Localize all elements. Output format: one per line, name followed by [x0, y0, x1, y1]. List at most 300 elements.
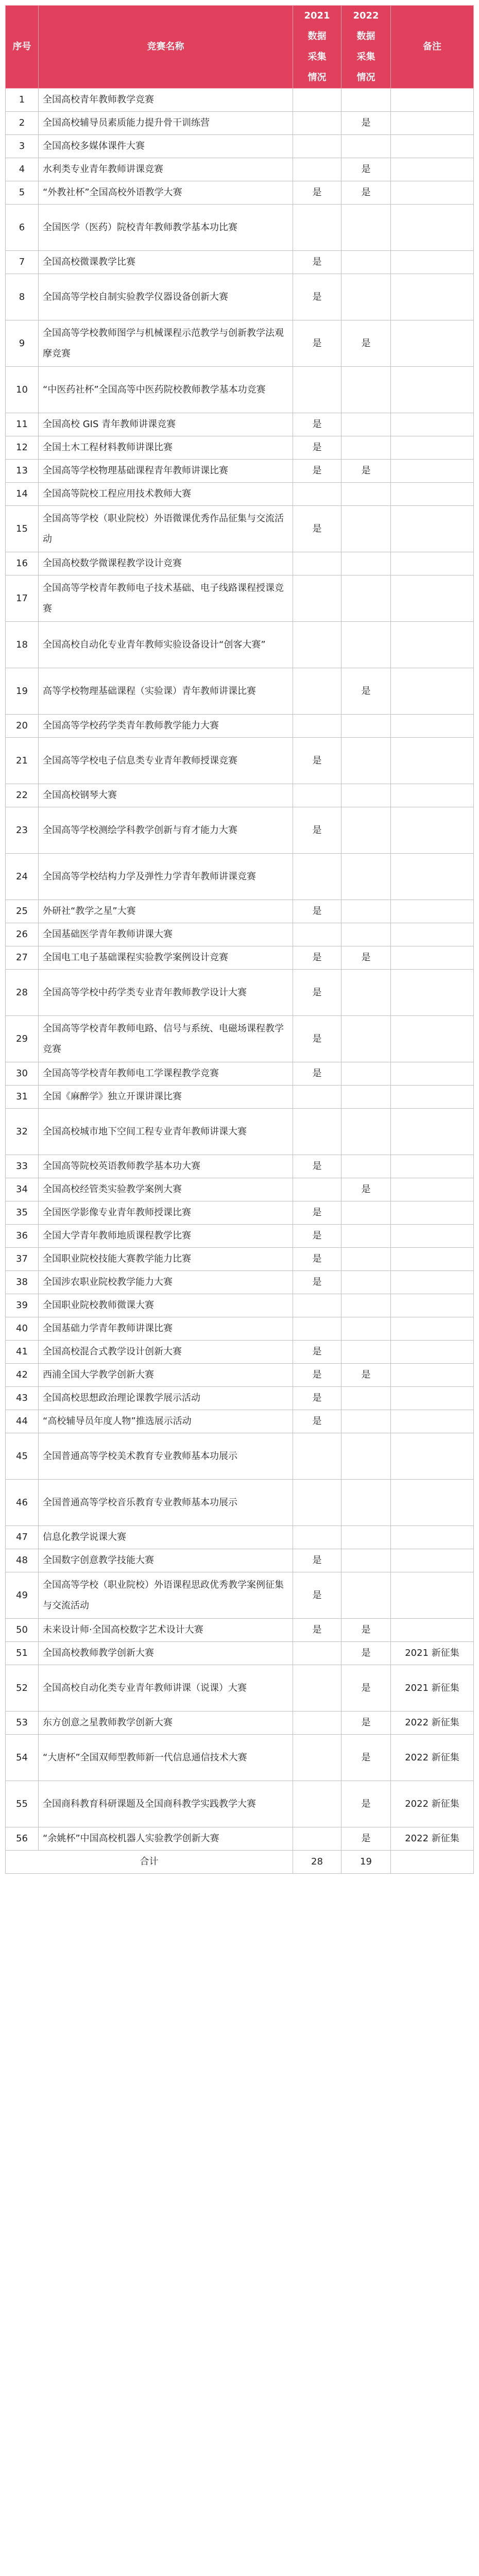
table-row	[6, 1317, 474, 1341]
row-number: 11	[6, 413, 39, 436]
row-note	[391, 367, 474, 413]
collected-2021	[293, 112, 341, 135]
row-number: 9	[6, 320, 39, 367]
competition-name: 全国高等学校结构力学及弹性力学青年教师讲课竞赛	[39, 854, 293, 900]
row-number: 35	[6, 1201, 39, 1225]
collected-2021: 是	[293, 436, 341, 460]
row-number: 50	[6, 1619, 39, 1642]
row-note	[391, 622, 474, 668]
row-note	[391, 1062, 474, 1086]
collected-2021	[293, 89, 341, 112]
collected-2021	[293, 854, 341, 900]
competition-name: 全国商科教育科研课题及全国商科教学实践教学大赛	[39, 1781, 293, 1827]
table-row	[6, 135, 474, 158]
row-number: 12	[6, 436, 39, 460]
row-number: 16	[6, 552, 39, 575]
collected-2022	[341, 1248, 391, 1271]
row-note	[391, 1294, 474, 1317]
table-row	[6, 181, 474, 205]
row-note	[391, 946, 474, 970]
competition-name: 全国高校青年教师教学竞赛	[39, 89, 293, 112]
table-row	[6, 1341, 474, 1364]
table-row	[6, 112, 474, 135]
header-2022-line: 数据	[356, 31, 375, 42]
collected-2022	[341, 506, 391, 552]
collected-2021	[293, 1526, 341, 1549]
collected-2022	[341, 715, 391, 738]
collected-2021: 是	[293, 274, 341, 320]
competition-name: 外研社“教学之星”大赛	[39, 900, 293, 923]
row-number: 56	[6, 1827, 39, 1851]
total-row	[6, 1851, 474, 1874]
row-number: 45	[6, 1433, 39, 1480]
competition-name: 信息化教学说课大赛	[39, 1526, 293, 1549]
collected-2022	[341, 135, 391, 158]
competition-name: 全国数字创意教学技能大赛	[39, 1549, 293, 1572]
competition-name: 全国高校数学微课程教学设计竞赛	[39, 552, 293, 575]
header-2021-line: 2021	[304, 10, 330, 21]
collected-2021	[293, 715, 341, 738]
competition-name: 东方创意之星教师教学创新大赛	[39, 1711, 293, 1735]
table-row	[6, 1062, 474, 1086]
row-number: 43	[6, 1387, 39, 1410]
table-row	[6, 738, 474, 784]
competition-name: 全国《麻醉学》独立开课讲课比赛	[39, 1086, 293, 1109]
collected-2021	[293, 158, 341, 181]
table-row	[6, 413, 474, 436]
row-note	[391, 738, 474, 784]
header-2022-line: 采集	[356, 52, 375, 62]
row-note	[391, 575, 474, 622]
row-number: 48	[6, 1549, 39, 1572]
row-note	[391, 1201, 474, 1225]
collected-2021: 是	[293, 1225, 341, 1248]
table-row	[6, 1827, 474, 1851]
competition-name: “余姚杯”中国高校机器人实验教学创新大赛	[39, 1827, 293, 1851]
collected-2021: 是	[293, 251, 341, 274]
row-number: 29	[6, 1016, 39, 1062]
row-number: 1	[6, 89, 39, 112]
collected-2021	[293, 483, 341, 506]
row-number: 33	[6, 1155, 39, 1178]
row-note	[391, 1526, 474, 1549]
competition-name: 全国高校思想政治理论课教学展示活动	[39, 1387, 293, 1410]
row-note: 2022 新征集	[391, 1827, 474, 1851]
collected-2022	[341, 1549, 391, 1572]
total-label: 合计	[6, 1851, 293, 1874]
collected-2021: 是	[293, 460, 341, 483]
header-2022	[341, 6, 391, 89]
row-note: 2021 新征集	[391, 1665, 474, 1711]
row-note	[391, 1317, 474, 1341]
table-row	[6, 1433, 474, 1480]
row-number: 40	[6, 1317, 39, 1341]
table-row	[6, 1201, 474, 1225]
table-row	[6, 1735, 474, 1781]
competition-name: 全国高等学校（职业院校）外语课程思政优秀教学案例征集与交流活动	[39, 1572, 293, 1619]
competition-name: 全国高校微课教学比赛	[39, 251, 293, 274]
collected-2022	[341, 900, 391, 923]
collected-2022	[341, 1410, 391, 1433]
collected-2021: 是	[293, 738, 341, 784]
collected-2022: 是	[341, 1364, 391, 1387]
collected-2022	[341, 575, 391, 622]
competition-name: 全国高校混合式教学设计创新大赛	[39, 1341, 293, 1364]
competition-name: 全国高校 GIS 青年教师讲课竞赛	[39, 413, 293, 436]
competition-name: 全国职业院校技能大赛教学能力比赛	[39, 1248, 293, 1271]
table-row	[6, 1526, 474, 1549]
table-row	[6, 1225, 474, 1248]
row-number: 28	[6, 970, 39, 1016]
row-number: 54	[6, 1735, 39, 1781]
table-row	[6, 854, 474, 900]
collected-2022: 是	[341, 1827, 391, 1851]
row-number: 20	[6, 715, 39, 738]
collected-2021: 是	[293, 1271, 341, 1294]
row-note: 2022 新征集	[391, 1735, 474, 1781]
competition-name: 全国高等学校青年教师电工学课程教学竞赛	[39, 1062, 293, 1086]
row-note	[391, 1016, 474, 1062]
collected-2022	[341, 1109, 391, 1155]
collected-2021: 是	[293, 320, 341, 367]
row-note	[391, 1178, 474, 1201]
table-row	[6, 506, 474, 552]
header-note: 备注	[391, 6, 474, 89]
table-row	[6, 575, 474, 622]
collected-2021	[293, 1109, 341, 1155]
row-number: 19	[6, 668, 39, 715]
collected-2022	[341, 1572, 391, 1619]
collected-2021	[293, 1294, 341, 1317]
table-row	[6, 946, 474, 970]
collected-2021	[293, 1642, 341, 1665]
row-number: 41	[6, 1341, 39, 1364]
table-row	[6, 1086, 474, 1109]
row-note	[391, 807, 474, 854]
row-number: 7	[6, 251, 39, 274]
collected-2021: 是	[293, 1549, 341, 1572]
table-row	[6, 1387, 474, 1410]
row-note: 2021 新征集	[391, 1642, 474, 1665]
row-number: 37	[6, 1248, 39, 1271]
row-number: 21	[6, 738, 39, 784]
collected-2021: 是	[293, 1341, 341, 1364]
row-note	[391, 274, 474, 320]
collected-2021: 是	[293, 1387, 341, 1410]
competition-name: 全国高等学校青年教师电子技术基础、电子线路课程授课竞赛	[39, 575, 293, 622]
collected-2022	[341, 1480, 391, 1526]
competition-name: 全国高等学校（职业院校）外语微课优秀作品征集与交流活动	[39, 506, 293, 552]
row-note	[391, 1364, 474, 1387]
header-2022-line: 情况	[356, 72, 375, 83]
row-note	[391, 460, 474, 483]
collected-2021	[293, 668, 341, 715]
collected-2022	[341, 413, 391, 436]
row-note	[391, 668, 474, 715]
table-row	[6, 274, 474, 320]
header-2022-line: 2022	[353, 10, 379, 21]
row-note	[391, 1341, 474, 1364]
collected-2021: 是	[293, 1619, 341, 1642]
table-row	[6, 1294, 474, 1317]
row-number: 24	[6, 854, 39, 900]
table-row	[6, 251, 474, 274]
collected-2021: 是	[293, 1410, 341, 1433]
competition-name: 全国普通高等学校美术教育专业教师基本功展示	[39, 1433, 293, 1480]
row-note	[391, 158, 474, 181]
table-row	[6, 1155, 474, 1178]
collected-2021: 是	[293, 1364, 341, 1387]
table-row	[6, 1665, 474, 1711]
collected-2021	[293, 1480, 341, 1526]
collected-2022	[341, 89, 391, 112]
table-row	[6, 367, 474, 413]
row-note	[391, 205, 474, 251]
row-note	[391, 251, 474, 274]
competition-name: 全国高等学校物理基础课程青年教师讲课比赛	[39, 460, 293, 483]
row-number: 8	[6, 274, 39, 320]
row-note	[391, 1433, 474, 1480]
collected-2021	[293, 367, 341, 413]
collected-2021	[293, 1086, 341, 1109]
collected-2021	[293, 1827, 341, 1851]
competition-name: 全国高校教师教学创新大赛	[39, 1642, 293, 1665]
row-number: 39	[6, 1294, 39, 1317]
competition-name: “高校辅导员年度人物”推选展示活动	[39, 1410, 293, 1433]
collected-2021	[293, 1178, 341, 1201]
competition-name: “外教社杯”全国高校外语教学大赛	[39, 181, 293, 205]
row-number: 31	[6, 1086, 39, 1109]
collected-2022	[341, 1201, 391, 1225]
table-row	[6, 1016, 474, 1062]
collected-2022: 是	[341, 668, 391, 715]
table-row	[6, 715, 474, 738]
collected-2021: 是	[293, 1572, 341, 1619]
collected-2021: 是	[293, 506, 341, 552]
collected-2022: 是	[341, 1781, 391, 1827]
row-number: 17	[6, 575, 39, 622]
competition-name: 全国高等学校自制实验教学仪器设备创新大赛	[39, 274, 293, 320]
row-number: 42	[6, 1364, 39, 1387]
competition-name: 全国基础医学青年教师讲课大赛	[39, 923, 293, 946]
collected-2022: 是	[341, 112, 391, 135]
collected-2022	[341, 1526, 391, 1549]
competition-name: 全国高等学校教师图学与机械课程示范教学与创新教学法观摩竞赛	[39, 320, 293, 367]
row-note	[391, 1619, 474, 1642]
collected-2021	[293, 1317, 341, 1341]
collected-2021	[293, 205, 341, 251]
collected-2022	[341, 923, 391, 946]
collected-2022	[341, 1387, 391, 1410]
table-row	[6, 205, 474, 251]
collected-2021	[293, 1711, 341, 1735]
row-note	[391, 1410, 474, 1433]
row-note: 2022 新征集	[391, 1781, 474, 1827]
collected-2022: 是	[341, 1642, 391, 1665]
collected-2021	[293, 923, 341, 946]
row-note	[391, 970, 474, 1016]
row-number: 53	[6, 1711, 39, 1735]
row-number: 36	[6, 1225, 39, 1248]
competition-name: 全国高等学校中药学类专业青年教师教学设计大赛	[39, 970, 293, 1016]
collected-2021	[293, 1735, 341, 1781]
row-number: 26	[6, 923, 39, 946]
collected-2022	[341, 1225, 391, 1248]
collected-2022	[341, 483, 391, 506]
row-note	[391, 413, 474, 436]
table-row	[6, 1572, 474, 1619]
table-row	[6, 1410, 474, 1433]
collected-2022	[341, 1086, 391, 1109]
competition-name: 全国高校辅导员素质能力提升骨干训练营	[39, 112, 293, 135]
row-note	[391, 854, 474, 900]
collected-2022	[341, 807, 391, 854]
competition-name: 全国高等学校电子信息类专业青年教师授课竞赛	[39, 738, 293, 784]
table-row	[6, 1271, 474, 1294]
table-row	[6, 1178, 474, 1201]
row-note	[391, 1549, 474, 1572]
header-name: 竞赛名称	[39, 6, 293, 89]
table-row	[6, 436, 474, 460]
row-note	[391, 135, 474, 158]
row-note	[391, 1480, 474, 1526]
table-row	[6, 668, 474, 715]
header-2021-line: 采集	[307, 52, 327, 62]
row-number: 47	[6, 1526, 39, 1549]
table-row	[6, 1109, 474, 1155]
collected-2022	[341, 970, 391, 1016]
collected-2022	[341, 622, 391, 668]
total-2022: 19	[341, 1851, 391, 1874]
row-note	[391, 506, 474, 552]
table-row	[6, 970, 474, 1016]
row-number: 18	[6, 622, 39, 668]
collected-2021: 是	[293, 1062, 341, 1086]
row-number: 14	[6, 483, 39, 506]
competition-name: 全国高校钢琴大赛	[39, 784, 293, 807]
row-number: 27	[6, 946, 39, 970]
competition-name: 全国职业院校教师微课大赛	[39, 1294, 293, 1317]
collected-2021: 是	[293, 413, 341, 436]
row-note	[391, 923, 474, 946]
row-note	[391, 1086, 474, 1109]
competition-name: 全国涉农职业院校教学能力大赛	[39, 1271, 293, 1294]
collected-2022	[341, 552, 391, 575]
collected-2021: 是	[293, 1155, 341, 1178]
collected-2022	[341, 784, 391, 807]
collected-2022: 是	[341, 946, 391, 970]
table-row	[6, 483, 474, 506]
row-number: 32	[6, 1109, 39, 1155]
row-note	[391, 1155, 474, 1178]
table-row	[6, 1364, 474, 1387]
header-2021	[293, 6, 341, 89]
total-2021: 28	[293, 1851, 341, 1874]
collected-2022	[341, 1317, 391, 1341]
collected-2021: 是	[293, 1016, 341, 1062]
row-number: 52	[6, 1665, 39, 1711]
row-note	[391, 715, 474, 738]
row-note	[391, 900, 474, 923]
competition-name: 全国高等学校药学类青年教师教学能力大赛	[39, 715, 293, 738]
collected-2022	[341, 1016, 391, 1062]
table-row	[6, 622, 474, 668]
row-number: 10	[6, 367, 39, 413]
competition-name: 全国高等学校测绘学科教学创新与育才能力大赛	[39, 807, 293, 854]
table-row	[6, 460, 474, 483]
row-note	[391, 1248, 474, 1271]
collected-2022	[341, 251, 391, 274]
row-number: 55	[6, 1781, 39, 1827]
collected-2021: 是	[293, 1201, 341, 1225]
collected-2022: 是	[341, 158, 391, 181]
collected-2021	[293, 1781, 341, 1827]
collected-2021	[293, 575, 341, 622]
competition-name: 全国高校城市地下空间工程专业青年教师讲课大赛	[39, 1109, 293, 1155]
row-note	[391, 1387, 474, 1410]
collected-2022	[341, 436, 391, 460]
row-number: 6	[6, 205, 39, 251]
table-row	[6, 923, 474, 946]
row-note	[391, 320, 474, 367]
collected-2021	[293, 784, 341, 807]
competition-name: 西浦全国大学教学创新大赛	[39, 1364, 293, 1387]
row-note	[391, 1271, 474, 1294]
header-2021-line: 情况	[307, 72, 327, 83]
competition-name: 全国大学青年教师地质课程教学比赛	[39, 1225, 293, 1248]
header-no: 序号	[6, 6, 39, 89]
collected-2022: 是	[341, 1619, 391, 1642]
collected-2021: 是	[293, 900, 341, 923]
row-note	[391, 436, 474, 460]
table-row	[6, 1549, 474, 1572]
collected-2022	[341, 367, 391, 413]
competition-name: 全国普通高等学校音乐教育专业教师基本功展示	[39, 1480, 293, 1526]
collected-2022	[341, 274, 391, 320]
table-row	[6, 552, 474, 575]
collected-2021	[293, 552, 341, 575]
header-row	[6, 6, 474, 89]
row-number: 13	[6, 460, 39, 483]
competition-name: 未来设计师·全国高校数字艺术设计大赛	[39, 1619, 293, 1642]
competition-name: 全国电工电子基础课程实验教学案例设计竞赛	[39, 946, 293, 970]
row-number: 49	[6, 1572, 39, 1619]
row-number: 38	[6, 1271, 39, 1294]
competition-name: 全国高等学校青年教师电路、信号与系统、电磁场课程教学竞赛	[39, 1016, 293, 1062]
collected-2022: 是	[341, 1735, 391, 1781]
row-number: 2	[6, 112, 39, 135]
collected-2022	[341, 1341, 391, 1364]
competition-name: 水利类专业青年教师讲课竞赛	[39, 158, 293, 181]
collected-2021: 是	[293, 1248, 341, 1271]
collected-2021	[293, 622, 341, 668]
table-row	[6, 1711, 474, 1735]
collected-2022: 是	[341, 1178, 391, 1201]
row-number: 34	[6, 1178, 39, 1201]
table-row	[6, 158, 474, 181]
competition-name: “大唐杯”全国双师型教师新一代信息通信技术大赛	[39, 1735, 293, 1781]
collected-2021: 是	[293, 970, 341, 1016]
row-note	[391, 181, 474, 205]
competition-name: 全国高校自动化类专业青年教师讲课（说课）大赛	[39, 1665, 293, 1711]
collected-2022	[341, 1294, 391, 1317]
collected-2021: 是	[293, 946, 341, 970]
competition-name: 全国高校多媒体课件大赛	[39, 135, 293, 158]
competition-name: 全国土木工程材料教师讲课比赛	[39, 436, 293, 460]
total-note	[391, 1851, 474, 1874]
row-note	[391, 1225, 474, 1248]
collected-2021	[293, 1433, 341, 1480]
